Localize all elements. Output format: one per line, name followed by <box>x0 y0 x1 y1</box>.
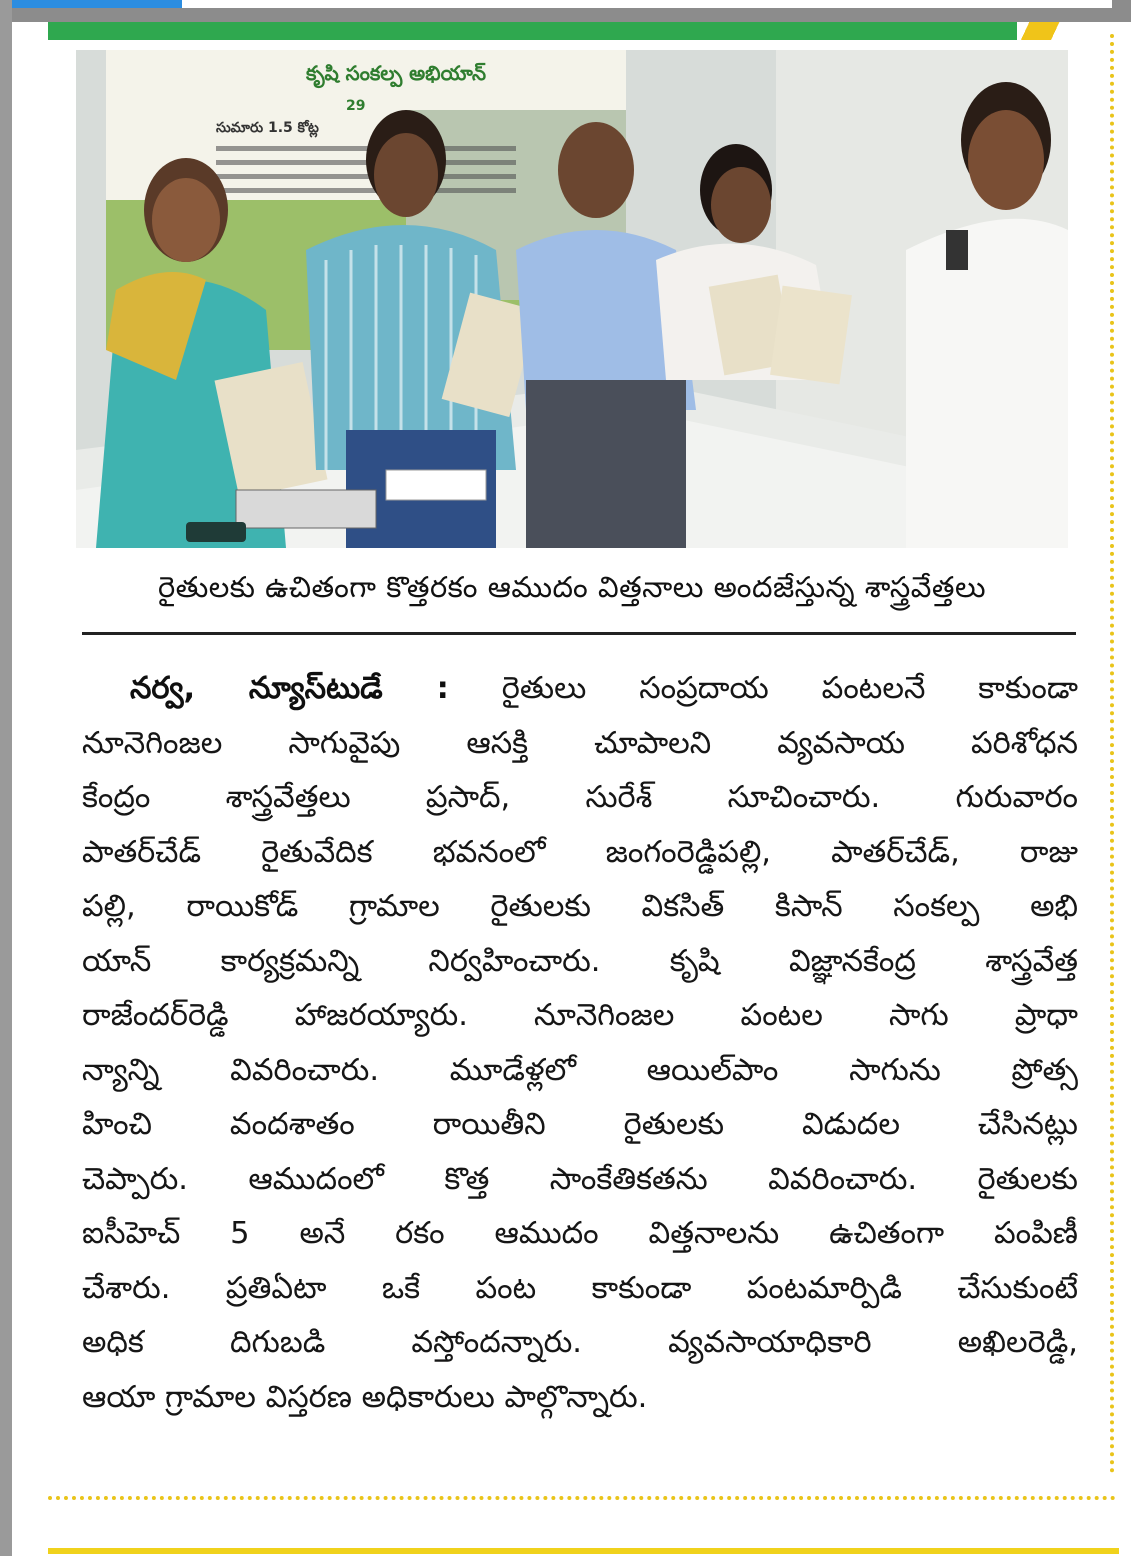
article-line: పల్లి, రాయికోడ్ గ్రామాల రైతులకు వికసిత్ కిసాన్ సంకల్ప అభి <box>82 889 1078 924</box>
article-line: కేంద్రం శాస్త్రవేత్తలు ప్రసాద్, సురేశ్ సూచించారు. గురువారం <box>82 780 1078 815</box>
article-line: నూనెగింజల సాగువైపు ఆసక్తి చూపాలని వ్యవసాయ పరిశోధన <box>82 725 1078 761</box>
banner-line-1: కృషి సంకల్ప అభియాన్ <box>306 61 487 85</box>
news-photo <box>76 50 1068 548</box>
article-text: రైతులు సంప్రదాయ పంటలనే కాకుండా <box>501 671 1078 706</box>
article-line: హించి వందశాతం రాయితీని రైతులకు విడుదల చేసినట్లు <box>82 1107 1078 1142</box>
article-line: చేశారు. ప్రతిఏటా ఒకే పంట కాకుండా పంటమార్పిడి చేసుకుంటే <box>82 1270 1078 1306</box>
dateline: నర్వ, న్యూస్‌టుడే : <box>130 671 449 706</box>
article-line-1 <box>82 662 1078 717</box>
header-yellow-accent <box>1017 22 1077 40</box>
bottom-dotted-border <box>48 1496 1116 1500</box>
top-tab-strip <box>182 0 1112 8</box>
article-body <box>82 662 1078 1425</box>
article-line: ఐసీహెచ్ 5 అనే రకం ఆముదం విత్తనాలను ఉచితంగా పంపిణీ <box>82 1216 1078 1251</box>
bottom-yellow-rule <box>48 1548 1119 1554</box>
article-line: న్యాన్ని వివరించారు. మూడేళ్లలో ఆయిల్‌పాం సాగును ప్రోత్స <box>82 1052 1078 1088</box>
article-line: రాజేందర్‌రెడ్డి హాజరయ్యారు. నూనెగింజల పంటల సాగు ప్రాధా <box>82 998 1078 1033</box>
article-line: చెప్పారు. ఆముదంలో కొత్త సాంకేతికతను వివరించారు. రైతులకు <box>82 1161 1078 1197</box>
photo-illustration <box>76 50 1068 548</box>
top-progress-indicator <box>0 0 182 8</box>
newspaper-clipping <box>12 22 1119 1556</box>
banner-line-2: 29 <box>346 98 366 114</box>
article-line: అధిక దిగుబడి వస్తోందన్నారు. వ్యవసాయాధికారి అఖిలరెడ్డి, <box>82 1325 1078 1360</box>
header-green-band <box>48 22 1018 40</box>
left-scroll-gutter <box>0 0 12 1556</box>
article-line: ఆయా గ్రామాల విస్తరణ అధికారులు పాల్గొన్నారు. <box>82 1379 648 1415</box>
article-line: పాతర్‌చేడ్ రైతువేదిక భవనంలో జంగంరెడ్డిపల్లి, పాతర్‌చేడ్, రాజు <box>82 834 1078 870</box>
banner-line-3: సుమారు 1.5 కోట్ల <box>216 120 319 136</box>
right-dotted-border <box>1110 34 1114 1474</box>
caption-divider <box>82 632 1076 635</box>
photo-caption: రైతులకు ఉచితంగా కొత్తరకం ఆముదం విత్తనాలు అందజేస్తున్న శాస్త్రవేత్తలు <box>157 570 987 604</box>
article-line: యాన్ కార్యక్రమన్ని నిర్వహించారు. కృషి విజ్ఞానకేంద్ర శాస్త్రవేత్త <box>82 943 1078 979</box>
